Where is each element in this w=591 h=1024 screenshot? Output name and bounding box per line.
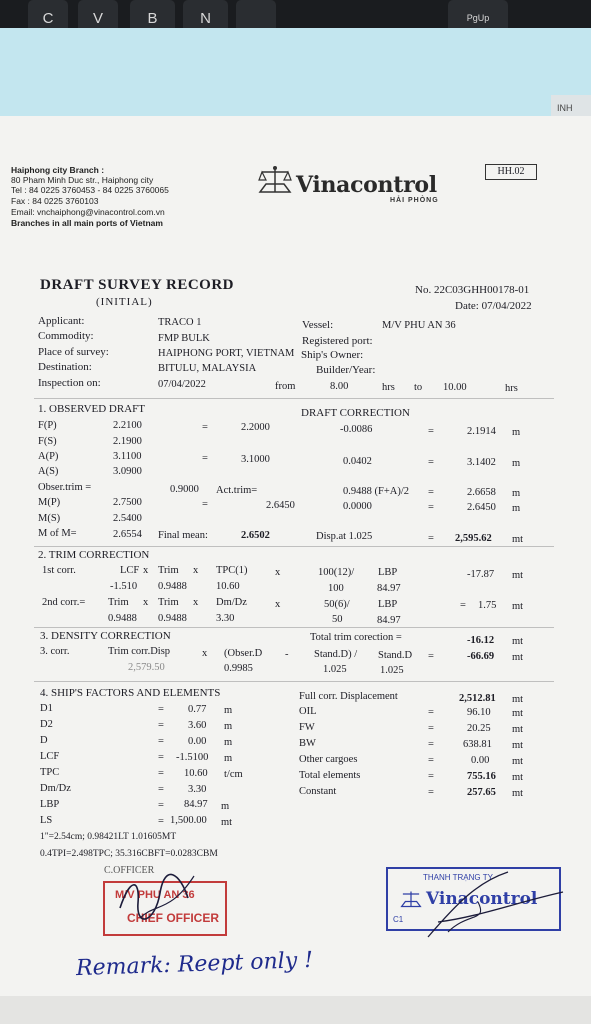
other-cargoes-eq: = [428,755,434,766]
branch-tel: Tel : 84 0225 3760453 - 84 0225 3760065 [11,185,169,195]
total-elements-value: 755.16 [467,771,496,782]
divider [34,546,554,547]
factor-d-value: 0.00 [188,736,207,747]
factor-ls-eq: = [158,816,164,827]
second-frac-bot: 50 [332,614,343,625]
handwritten-remark: Remark: Reept only ! [75,947,314,982]
second-frac-top: 50(6)/ [324,599,350,610]
density-x: x [202,648,208,659]
fw-eq: = [428,723,434,734]
factor-d2-eq: = [158,720,164,731]
ap-v2: 3.1000 [241,454,270,465]
mp-result: 2.6450 [467,502,496,513]
ap-value: 3.1100 [113,451,142,462]
factor-ls-unit: mt [221,817,233,828]
first-lcf-value: -1.510 [110,581,138,592]
factor-d1-eq: = [158,704,164,715]
factor-tpc-value: 10.60 [184,768,208,779]
bw-value: 638.81 [463,739,492,750]
officer-signature [110,868,200,928]
c-officer-label: C.OFFICER [104,865,155,876]
observed-heading: 1. OBSERVED DRAFT [38,403,145,415]
as-value: 3.0900 [113,466,142,477]
first-tpc: TPC(1) [216,565,248,576]
bw-eq: = [428,739,434,750]
obser-d-label: (Obser.D [224,648,263,659]
fw-value: 20.25 [467,723,491,734]
key-n: N [183,0,228,36]
ap-unit: m [512,458,521,469]
first-unit: mt [512,570,524,581]
factor-d1-value: 0.77 [188,704,207,715]
disp-value: 2,595.62 [455,533,492,544]
fs-value: 2.1900 [113,436,142,447]
act-trim-label: Act.trim= [216,485,258,496]
factor-lcf-unit: m [224,753,233,764]
bw-unit: mt [512,740,524,751]
first-frac-bot: 100 [328,583,344,594]
second-lbp-value: 84.97 [377,615,401,626]
applicant-label: Applicant: [38,315,85,327]
density-eq: = [428,651,434,662]
branch-email: Email: vnchaiphong@vinacontrol.com.vn [11,207,165,217]
ms-value: 2.5400 [113,513,142,524]
factor-d-label: D [40,735,48,746]
correction-heading: DRAFT CORRECTION [301,407,410,419]
factor-lcf-label: LCF [40,751,60,762]
mp-eq: = [202,499,208,510]
fw-unit: mt [512,724,524,735]
fa2-eq: = [428,487,434,498]
mofm-value: 2.6554 [113,529,142,540]
factor-d2-value: 3.60 [188,720,207,731]
disp-label: Disp.at 1.025 [316,531,373,542]
full-corr-value: 2,512.81 [459,693,496,704]
surveyor-signature [418,862,568,942]
hrs-label-1: hrs [382,382,395,393]
factor-lcf-value: -1.5100 [176,752,209,763]
full-corr-unit: mt [512,694,524,705]
divider [34,398,554,399]
vinacontrol-stamp-logo: Vinacontrol [426,889,538,909]
from-label: from [275,381,296,392]
other-cargoes-label: Other cargoes [299,754,358,765]
constant-eq: = [428,787,434,798]
factor-ls-value: 1,500.00 [170,815,207,826]
factor-lbp-eq: = [158,800,164,811]
final-mean-label: Final mean: [158,530,208,541]
scales-logo-icon [258,164,292,196]
factor-lcf-eq: = [158,752,164,763]
density-heading: 3. DENSITY CORRECTION [40,630,171,642]
from-value: 8.00 [330,381,349,392]
trim-corr-disp-label: Trim corr.Disp [108,646,171,657]
applicant-value: TRACO 1 [158,317,202,328]
factor-lbp-label: LBP [40,799,60,810]
divider [34,681,554,682]
conversion-note-1: 1"=2.54cm; 0.98421LT 1.01605MT [40,832,177,842]
density-minus: - [285,649,289,660]
factor-lbp-value: 84.97 [184,799,208,810]
second-x2: x [193,597,199,608]
obser-trim-label: Obser.trim = [38,482,92,493]
form-id-box: HH.02 [485,164,537,180]
ship-stamp-role: CHIEF OFFICER [127,911,219,925]
to-value: 10.00 [443,382,467,393]
fp-corr: -0.0086 [340,424,373,435]
first-x2: x [193,565,199,576]
first-x1: x [143,565,149,576]
second-trim1-value: 0.9488 [108,613,137,624]
first-frac-top: 100(12)/ [318,567,355,578]
second-result: 1.75 [478,600,497,611]
second-frac-lbp: LBP [378,599,398,610]
mp-corr: 0.0000 [343,501,372,512]
constant-value: 257.65 [467,787,496,798]
logo-subtitle: HẢI PHÒNG [390,197,439,204]
to-label: to [414,382,423,393]
branch-name: Haiphong city Branch : [11,165,105,175]
oil-label: OIL [299,706,317,717]
owner-label: Ship's Owner: [301,349,364,361]
fa2-unit: m [512,488,521,499]
mp-eq2: = [428,502,434,513]
second-trim2-value: 0.9488 [158,613,187,624]
key-c: C [28,0,68,36]
commodity-label: Commodity: [38,330,94,342]
first-x3: x [275,567,281,578]
trim-corr-disp-value: 2,579.50 [128,662,165,673]
oil-unit: mt [512,708,524,719]
fp-label: F(P) [38,420,57,431]
hrs-label-2: hrs [505,383,518,394]
second-trim2: Trim [158,597,179,608]
stand-d1-value: 1.025 [323,664,347,675]
fa2-label: 0.9488 (F+A)/2 [343,486,410,497]
doc-title: DRAFT SURVEY RECORD [40,277,234,293]
key-b: B [130,0,175,36]
fw-label: FW [299,722,315,733]
factor-tpc-unit: t/cm [224,769,243,780]
first-tpc-value: 10.60 [216,581,240,592]
factor-dmdz-label: Dm/Dz [40,783,71,794]
trim-heading: 2. TRIM CORRECTION [38,549,150,561]
second-dmdz-value: 3.30 [216,613,235,624]
fp-result: 2.1914 [467,426,496,437]
factors-heading: 4. SHIP'S FACTORS AND ELEMENTS [40,687,221,699]
destination-value: BITULU, MALAYSIA [158,363,257,374]
key-pgup: PgUp [448,0,508,36]
builder-label: Builder/Year: [316,364,376,376]
density-unit: mt [512,652,524,663]
total-elements-unit: mt [512,772,524,783]
second-eq: = [460,600,466,611]
oil-value: 96.10 [467,707,491,718]
other-cargoes-unit: mt [512,756,524,767]
factor-dmdz-value: 3.30 [188,784,207,795]
first-lcf: LCF [120,565,140,576]
bw-label: BW [299,738,316,749]
first-trim: Trim [158,565,179,576]
branch-address: 80 Pham Minh Duc str., Haiphong city [11,175,154,185]
density-result: -66.69 [467,651,495,662]
factor-d1-label: D1 [40,703,53,714]
factor-ls-label: LS [40,815,53,826]
first-result: -17.87 [467,569,495,580]
mp-v2: 2.6450 [266,500,295,511]
fp-eq2: = [428,426,434,437]
ship-stamp-vessel: M/V PHU AN 36 [115,889,195,901]
as-label: A(S) [38,466,59,477]
fp-unit: m [512,427,521,438]
factor-lbp-unit: m [221,801,230,812]
factor-tpc-eq: = [158,768,164,779]
doc-date: Date: 07/04/2022 [455,300,532,312]
final-mean-value: 2.6502 [241,530,270,541]
total-elements-eq: = [428,771,434,782]
full-corr-label: Full corr. Displacement [299,691,398,702]
factor-d-unit: m [224,737,233,748]
inspection-label: Inspection on: [38,377,101,389]
factor-tpc-label: TPC [40,767,60,778]
torn-label-text: INH [557,103,573,113]
other-cargoes-value: 0.00 [471,755,490,766]
oil-eq: = [428,707,434,718]
place-value: HAIPHONG PORT, VIETNAM [158,348,295,359]
first-lbp-value: 84.97 [377,583,401,594]
first-corr-label: 1st corr. [42,565,76,576]
obser-trim-value: 0.9000 [170,484,199,495]
stand-d2-value: 1.025 [380,665,404,676]
second-corr-label: 2nd corr.= [42,597,86,608]
ms-label: M(S) [38,513,61,524]
ap-corr: 0.0402 [343,456,372,467]
registered-port-label: Registered port: [302,335,373,347]
fp-eq: = [202,422,208,433]
mp-value: 2.7500 [113,497,142,508]
stand-d1-label: Stand.D) / [314,649,358,660]
total-trim-label: Total trim corection = [310,632,402,643]
fs-label: F(S) [38,436,57,447]
obser-d-value: 0.9985 [224,663,253,674]
commodity-value: FMP BULK [158,333,210,344]
second-unit: mt [512,601,524,612]
first-frac-lbp: LBP [378,567,398,578]
second-x1: x [143,597,149,608]
disp-eq: = [428,533,434,544]
fp-value: 2.2100 [113,420,142,431]
first-trim-value: 0.9488 [158,581,187,592]
constant-label: Constant [299,786,337,797]
vessel-value: M/V PHU AN 36 [382,320,456,331]
ap-result: 3.1402 [467,457,496,468]
second-dmdz: Dm/Dz [216,597,247,608]
vinacontrol-stamp-code: C1 [393,915,404,924]
destination-label: Destination: [38,361,92,373]
branch-fax: Fax : 84 0225 3760103 [11,196,99,206]
branch-ports: Branches in all main ports of Vietnam [11,218,163,228]
second-x3: x [275,599,281,610]
disp-unit: mt [512,534,524,545]
fa2-result: 2.6658 [467,487,496,498]
stand-d2-label: Stand.D [378,650,413,661]
mp-label: M(P) [38,497,61,508]
vinacontrol-stamp-header: THANH TRẠNG TY [423,873,493,882]
ap-label: A(P) [38,451,59,462]
divider [34,627,554,628]
inspection-date: 07/04/2022 [158,379,206,390]
fp-v2: 2.2000 [241,422,270,433]
paper-shadow [0,996,591,1024]
total-elements-label: Total elements [299,770,361,781]
second-trim1: Trim [108,597,129,608]
ap-eq2: = [428,457,434,468]
mofm-label: M of M= [38,528,77,539]
total-trim-value: -16.12 [467,635,495,646]
factor-d2-unit: m [224,721,233,732]
total-trim-unit: mt [512,636,524,647]
doc-number: No. 22C03GHH00178-01 [415,284,530,296]
ap-eq: = [202,453,208,464]
doc-subtitle: (INITIAL) [96,296,153,308]
conversion-note-2: 0.4TPI=2.498TPC; 35.316CBFT=0.0283CBM [40,849,218,859]
vinacontrol-logo-text: Vinacontrol [296,172,437,198]
vessel-label: Vessel: [302,319,334,331]
mp-unit: m [512,503,521,514]
key-v: V [78,0,118,36]
factor-d1-unit: m [224,705,233,716]
constant-unit: mt [512,788,524,799]
place-label: Place of survey: [38,346,109,358]
density-corr-label: 3. corr. [40,646,70,657]
factor-d-eq: = [158,736,164,747]
factor-d2-label: D2 [40,719,53,730]
factor-dmdz-eq: = [158,784,164,795]
